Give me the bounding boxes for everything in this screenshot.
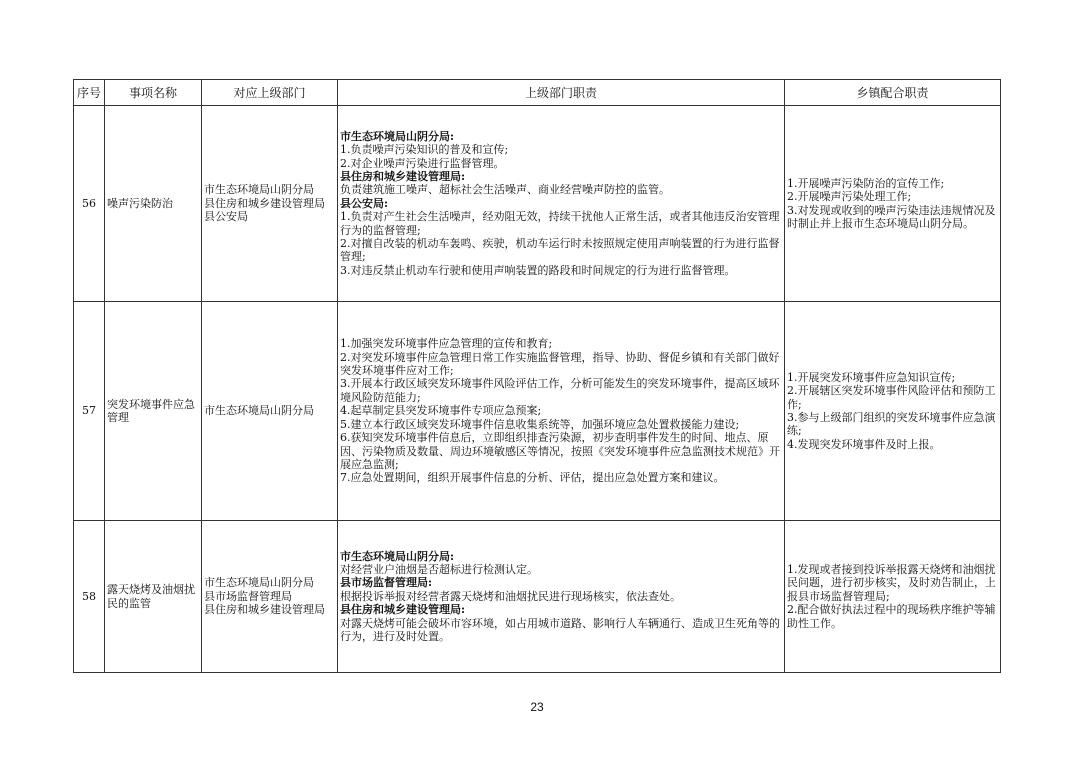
department: 县住房和城乡建设管理局 — [204, 603, 325, 617]
town-cooperation — [785, 521, 1001, 673]
cooperation-line: 1.开展突发环境事件应急知识宣传; — [787, 370, 956, 384]
table-row — [74, 521, 1001, 673]
duty-line: 3.对违反禁止机动车行驶和使用声响装置的路段和时间规定的行为进行监督管理。 — [340, 263, 736, 277]
row-number: 56 — [74, 106, 105, 302]
upper-duties — [338, 302, 785, 521]
duty-department-heading: 县公安局: — [340, 196, 389, 210]
cooperation-line: 4.发现突发环境事件及时上报。 — [787, 437, 941, 451]
duty-table — [73, 79, 1001, 673]
row-number: 58 — [74, 521, 105, 673]
header-upper-department: 对应上级部门 — [202, 80, 338, 106]
cooperation-line: 3.参与上级部门组织的突发环境事件应急演练; — [787, 411, 996, 438]
duty-department-heading: 县住房和城乡建设管理局: — [340, 169, 466, 183]
upper-departments — [202, 521, 338, 673]
cooperation-line: 2.配合做好执法过程中的现场秩序维护等辅助性工作。 — [787, 603, 996, 630]
duty-line: 1.负责对产生社会生活噪声，经劝阻无效，持续干扰他人正常生活，或者其他违反治安管理行为的监督管理; — [340, 210, 780, 237]
duty-line: 负责建筑施工噪声、超标社会生活噪声、商业经营噪声防控的监管。 — [340, 183, 670, 197]
duty-line: 1.负责噪声污染知识的普及和宣传; — [340, 143, 509, 157]
item-name: 噪声污染防治 — [105, 106, 202, 302]
item-name: 突发环境事件应急管理 — [105, 302, 202, 521]
upper-departments — [202, 302, 338, 521]
cooperation-line: 3.对发现或收到的噪声污染违法违规情况及时制止并上报市生态环境局山阴分局。 — [787, 203, 996, 230]
duty-line: 4.起草制定县突发环境事件专项应急预案; — [340, 404, 542, 418]
department: 县公安局 — [204, 210, 248, 224]
cooperation-line: 2.开展噪声污染处理工作; — [787, 190, 912, 204]
department: 县市场监督管理局 — [204, 589, 292, 603]
page-number: 23 — [530, 700, 544, 714]
duty-department-heading: 市生态环境局山阴分局: — [340, 129, 455, 143]
cooperation-line: 1.开展噪声污染防治的宣传工作; — [787, 176, 945, 190]
duty-line: 1.加强突发环境事件应急管理的宣传和教育; — [340, 337, 553, 351]
duty-line: 3.开展本行政区域突发环境事件风险评估工作，分析可能发生的突发环境事件，提高区域环境风险防范能力; — [340, 377, 780, 404]
duty-line: 2.对企业噪声污染进行监督管理。 — [340, 156, 505, 170]
table-row — [74, 106, 1001, 302]
duty-line: 2.对突发环境事件应急管理日常工作实施监督管理，指导、协助、督促乡镇和有关部门做好突发环境事件应对工作; — [340, 350, 780, 378]
town-cooperation — [785, 106, 1001, 302]
header-row — [74, 80, 1001, 106]
upper-duties — [338, 521, 785, 673]
duty-line: 2.对擅自改装的机动车轰鸣、疾驶，机动车运行时未按照规定使用声响装置的行为进行监督管理; — [340, 237, 780, 264]
upper-departments — [202, 106, 338, 302]
duty-line: 7.应急处置期间，组织开展事件信息的分析、评估，提出应急处置方案和建议。 — [340, 471, 725, 485]
duty-line: 6.获知突发环境事件信息后，立即组织排查污染源，初步查明事件发生的时间、地点、原因、污染物质及数量、周边环境敏感区等情况，按照《突发环境事件应急监测技术规范》开展应急监测; — [340, 431, 780, 471]
duty-department-heading: 县市场监督管理局: — [340, 576, 433, 590]
department: 市生态环境局山阴分局 — [204, 404, 314, 418]
duty-line: 根据投诉举报对经营者露天烧烤和油烟扰民进行现场核实，依法查处。 — [340, 589, 681, 603]
header-town-cooperation: 乡镇配合职责 — [785, 80, 1001, 106]
duty-line: 5.建立本行政区域突发环境事件信息收集系统等，加强环境应急处置救援能力建设; — [340, 417, 740, 431]
table-row — [74, 302, 1001, 521]
department: 市生态环境局山阴分局 — [204, 576, 314, 590]
town-cooperation — [785, 302, 1001, 521]
item-name: 露天烧烤及油烟扰民的监管 — [105, 521, 202, 673]
header-item-name: 事项名称 — [105, 80, 202, 106]
duty-department-heading: 县住房和城乡建设管理局: — [340, 603, 466, 617]
department: 县住房和城乡建设管理局 — [204, 196, 325, 210]
cooperation-line: 1.发现或者接到投诉举报露天烧烤和油烟扰民问题，进行初步核实，及时劝告制止，上报县市场监督管理局; — [787, 562, 996, 603]
duty-line: 对经营业户油烟是否超标进行检测认定。 — [340, 562, 538, 576]
department: 市生态环境局山阴分局 — [204, 183, 314, 197]
cooperation-line: 2.开展辖区突发环境事件风险评估和预防工作; — [787, 384, 996, 411]
header-no: 序号 — [74, 80, 105, 106]
upper-duties — [338, 106, 785, 302]
duty-line: 对露天烧烤可能会破坏市容环境，如占用城市道路、影响行人车辆通行、造成卫生死角等的行为，进行及时处置。 — [340, 616, 780, 644]
row-number: 57 — [74, 302, 105, 521]
duty-department-heading: 市生态环境局山阴分局: — [340, 549, 455, 563]
header-upper-duties: 上级部门职责 — [338, 80, 785, 106]
